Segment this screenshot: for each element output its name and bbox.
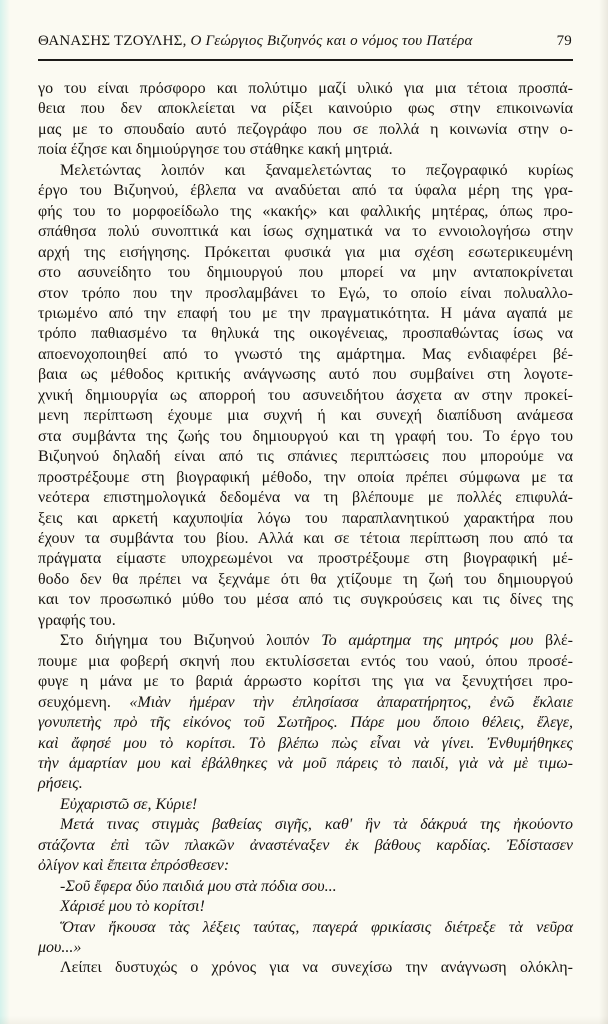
text-line: [38, 222, 573, 242]
text-line: [38, 836, 573, 856]
text-line: [38, 243, 573, 263]
italic-text-segment: Το αμάρτημα της μητρός μου: [321, 632, 534, 650]
paragraph: [38, 161, 573, 631]
text-segment: Στο διήγημα του Βιζυηνού λοιπόν: [60, 632, 322, 650]
running-head: [38, 33, 572, 50]
text-line: [38, 406, 573, 426]
italic-text-segment: τὴν ἁμαρτίαν μου καὶ ἐβάλθηκες νὰ μοῦ πάρεις τὸ παιδί, γιὰ νὰ μὲ τιμω-: [38, 754, 573, 772]
text-line: [38, 856, 573, 876]
text-segment: Βιζυηνού δηλαδή είναι από τις σπάνιες περιπτώσεις που μπορούμε να: [38, 448, 573, 466]
text-line: [38, 488, 573, 508]
text-line: [38, 958, 573, 978]
text-line: [38, 938, 573, 958]
italic-text-segment: μου...»: [38, 939, 82, 957]
text-line: [38, 815, 573, 835]
text-line: [38, 427, 573, 447]
text-line: [38, 120, 573, 140]
scan-edge-left-tint: [0, 0, 10, 1024]
text-line: [38, 590, 573, 610]
text-segment: βλέ-: [533, 632, 573, 650]
italic-text-segment: ρήσεις.: [38, 775, 83, 793]
text-segment: προστρέξουμε στη βιογραφική μέθοδο, την οποία πρέπει σύμφωνα με τα: [38, 468, 573, 486]
italic-text-segment: Ὅταν ἤκουσα τὰς λέξεις ταύτας, παγερά φρικίασις διέτρεξε τὰ νεῦρα: [60, 918, 573, 936]
italic-text-segment: Εὐχαριστῶ σε, Κύριε!: [60, 795, 198, 813]
text-segment: τριωμένο από την επαφή του με την πραγματικότητα. Η μάνα αγαπά με: [38, 304, 573, 322]
text-segment: ξεις και αρκετή καχυποψία λόγω του παραπλανητικού χαρακτήρα που: [38, 509, 573, 527]
text-line: [38, 672, 573, 692]
text-line: [38, 181, 573, 201]
text-segment: στα συμβάντα της ζωής του δημιουργού και τη γραφή του. Το έργο του: [38, 427, 573, 445]
text-line: [38, 202, 573, 222]
text-segment: έχουν τα συμβάντα του βίου. Αλλά και σε τέτοια περίπτωση που από τα: [38, 529, 573, 547]
text-line: [38, 263, 573, 283]
text-line: [38, 509, 573, 529]
text-segment: χνική δημιουργία ως απορροή του ασυνειδήτου άσχετα αν στην προκεί-: [38, 386, 573, 404]
paragraph: [38, 958, 573, 978]
text-line: [38, 140, 573, 160]
text-line: [38, 79, 573, 99]
text-line: [38, 386, 573, 406]
text-line: [38, 284, 573, 304]
text-segment: πουμε μια φοβερή σκηνή που εκτυλίσσεται εντός του ναού, όπου προσέ-: [38, 652, 573, 670]
paragraph: [38, 877, 573, 897]
scan-edge-right-shadow: [599, 0, 608, 1024]
italic-text-segment: στάζοντα ἐπὶ τῶν πλακῶν ἀναστέναξεν ἐκ βάθους καρδίας. Ἐδίστασεν: [38, 836, 573, 854]
text-line: [38, 304, 573, 324]
text-segment: γο του είναι πρόσφορο και πολύτιμο μαζί υλικό για μια τέτοια προσπά-: [38, 80, 573, 97]
text-segment: στον τρόπο που την προσλαμβάνει το Εγώ, το οποίο είναι πολυαλλο-: [38, 284, 573, 302]
text-line: [38, 324, 573, 344]
work-title: Ο Γεώργιος Βιζυηνός και ο νόμος του Πατέρα: [190, 33, 473, 49]
text-segment: τρόπο παθιασμένο τα θηλυκά της οικογένειας, προσπαθώντας ίσως να: [38, 325, 573, 343]
text-line: [38, 161, 573, 181]
text-line: [38, 611, 573, 631]
text-line: [38, 795, 573, 815]
scan-edge-bottom-shadow: [0, 1016, 608, 1024]
text-segment: σπάθησα πολύ συνοπτικά και ίσως σχηματικά να το εννοιολογήσω στην: [38, 223, 573, 241]
italic-text-segment: Χάρισέ μου τὸ κορίτσι!: [60, 898, 205, 916]
paragraph: [38, 918, 573, 959]
italic-text-segment: ὀλίγον καὶ ἔπειτα ἐπρόσθεσεν:: [38, 857, 230, 875]
text-line: [38, 754, 573, 774]
text-line: [38, 713, 573, 733]
italic-text-segment: «Μιὰν ἡμέραν τὴν ἐπλησίασα ἀπαρατήρητος, ἐνῶ ἔκλαιε: [129, 693, 573, 711]
text-line: [38, 652, 573, 672]
author-name: ΘΑΝΑΣΗΣ ΤΖΟΥΛΗΣ,: [38, 33, 187, 49]
text-segment: αποενοχοποιηθεί από το γνωστό της αμάρτημα. Μας ενδιαφέρει βέ-: [38, 345, 573, 363]
text-segment: νεότερα επιστημολογικά δεδομένα να τη βλέπουμε με πολλές επιφυλά-: [38, 489, 573, 507]
text-segment: θοδο δεν θα πρέπει να ξεχνάμε ότι θα χτίζουμε τη ζωή του δημιουργού: [38, 570, 573, 588]
running-head-title: [38, 33, 473, 50]
text-line: [38, 897, 573, 917]
text-segment: Μελετώντας λοιπόν και ξαναμελετώντας το πεζογραφικό κυρίως: [60, 161, 573, 179]
text-segment: Λείπει δυστυχώς ο χρόνος για να συνεχίσω την ανάγνωση ολόκλη-: [60, 959, 573, 977]
text-line: [38, 631, 573, 651]
paragraph: [38, 79, 573, 161]
text-segment: πράγματα είμαστε υποχρεωμένοι να προστρέξουμε στη βιογραφική μέ-: [38, 550, 573, 568]
text-line: [38, 774, 573, 794]
italic-text-segment: Μετά τινας στιγμὰς βαθείας σιγῆς, καθ' ἣν τὰ δάκρυά της ἠκούοντο: [60, 816, 573, 834]
italic-text-segment: καὶ ἄφησέ μου τὸ κορίτσι. Τὸ βλέπω πὼς εἶναι νὰ γίνει. Ἐνθυμήθηκες: [38, 734, 573, 752]
text-segment: μας με το σπουδαίο αυτό πεζογράφο που σε πολλά η κοινωνία στην ο-: [38, 120, 573, 138]
text-line: [38, 549, 573, 569]
text-line: [38, 918, 573, 938]
text-segment: σευχόμενη.: [38, 693, 130, 711]
text-segment: και τον προσωπικό μύθο του μέσα από τις συγκρούσεις και τις δίνες της: [38, 591, 573, 609]
text-line: [38, 365, 573, 385]
page-body: [38, 79, 573, 979]
text-segment: φής του το μορφοείδωλο της «κακής» και φαλλικής μητέρας, όπως προ-: [38, 202, 573, 220]
page-number: 79: [556, 33, 572, 49]
text-segment: στο ασυνείδητο του δημιουργού που μπορεί να μην ανταποκρίνεται: [38, 264, 573, 282]
text-segment: φυγε η μάνα με το βαριά άρρωστο κορίτσι της για να ξενυχτήσει προ-: [38, 673, 573, 691]
text-line: [38, 734, 573, 754]
text-segment: μενη περίπτωση έχουμε μια συχνή ή και συνεχή διαπίδυση ανάμεσα: [38, 407, 573, 425]
text-segment: ποία έζησε και δημιούργησε του στάθηκε κακή μητριά.: [38, 141, 393, 159]
text-line: [38, 529, 573, 549]
text-segment: αρχή της εισήγησης. Πρόκειται φυσικά για μια σχέση εσωτερικευμένη: [38, 243, 573, 261]
text-line: [38, 99, 573, 119]
text-line: [38, 570, 573, 590]
paragraph: [38, 795, 573, 815]
text-line: [38, 345, 573, 365]
text-line: [38, 468, 573, 488]
text-line: [38, 447, 573, 467]
paragraph: [38, 631, 573, 795]
text-segment: θεια που δεν αποκλείεται να ρίξει καινούριο φως στην επικοινωνία: [38, 100, 573, 118]
text-segment: βαια ως μέθοδος κριτικής ανάγνωσης αυτό που συμβαίνει στη λογοτε-: [38, 366, 573, 384]
text-segment: γραφής του.: [38, 611, 116, 629]
italic-text-segment: -Σοῦ ἔφερα δύο παιδιά μου στὰ πόδια σου...: [60, 877, 337, 895]
text-segment: έργο του Βιζυηνού, έβλεπα να αναδύεται από τα ύφαλα μέρη της γρα-: [38, 182, 573, 200]
paragraph: [38, 815, 573, 876]
paragraph: [38, 897, 573, 917]
italic-text-segment: γονυπετὴς πρὸ τῆς εἰκόνος τοῦ Σωτῆρος. Πάρε μου ὅποιο θέλεις, ἔλεγε,: [38, 714, 573, 732]
header-rule: [38, 59, 573, 61]
text-line: [38, 693, 573, 713]
text-line: [38, 877, 573, 897]
